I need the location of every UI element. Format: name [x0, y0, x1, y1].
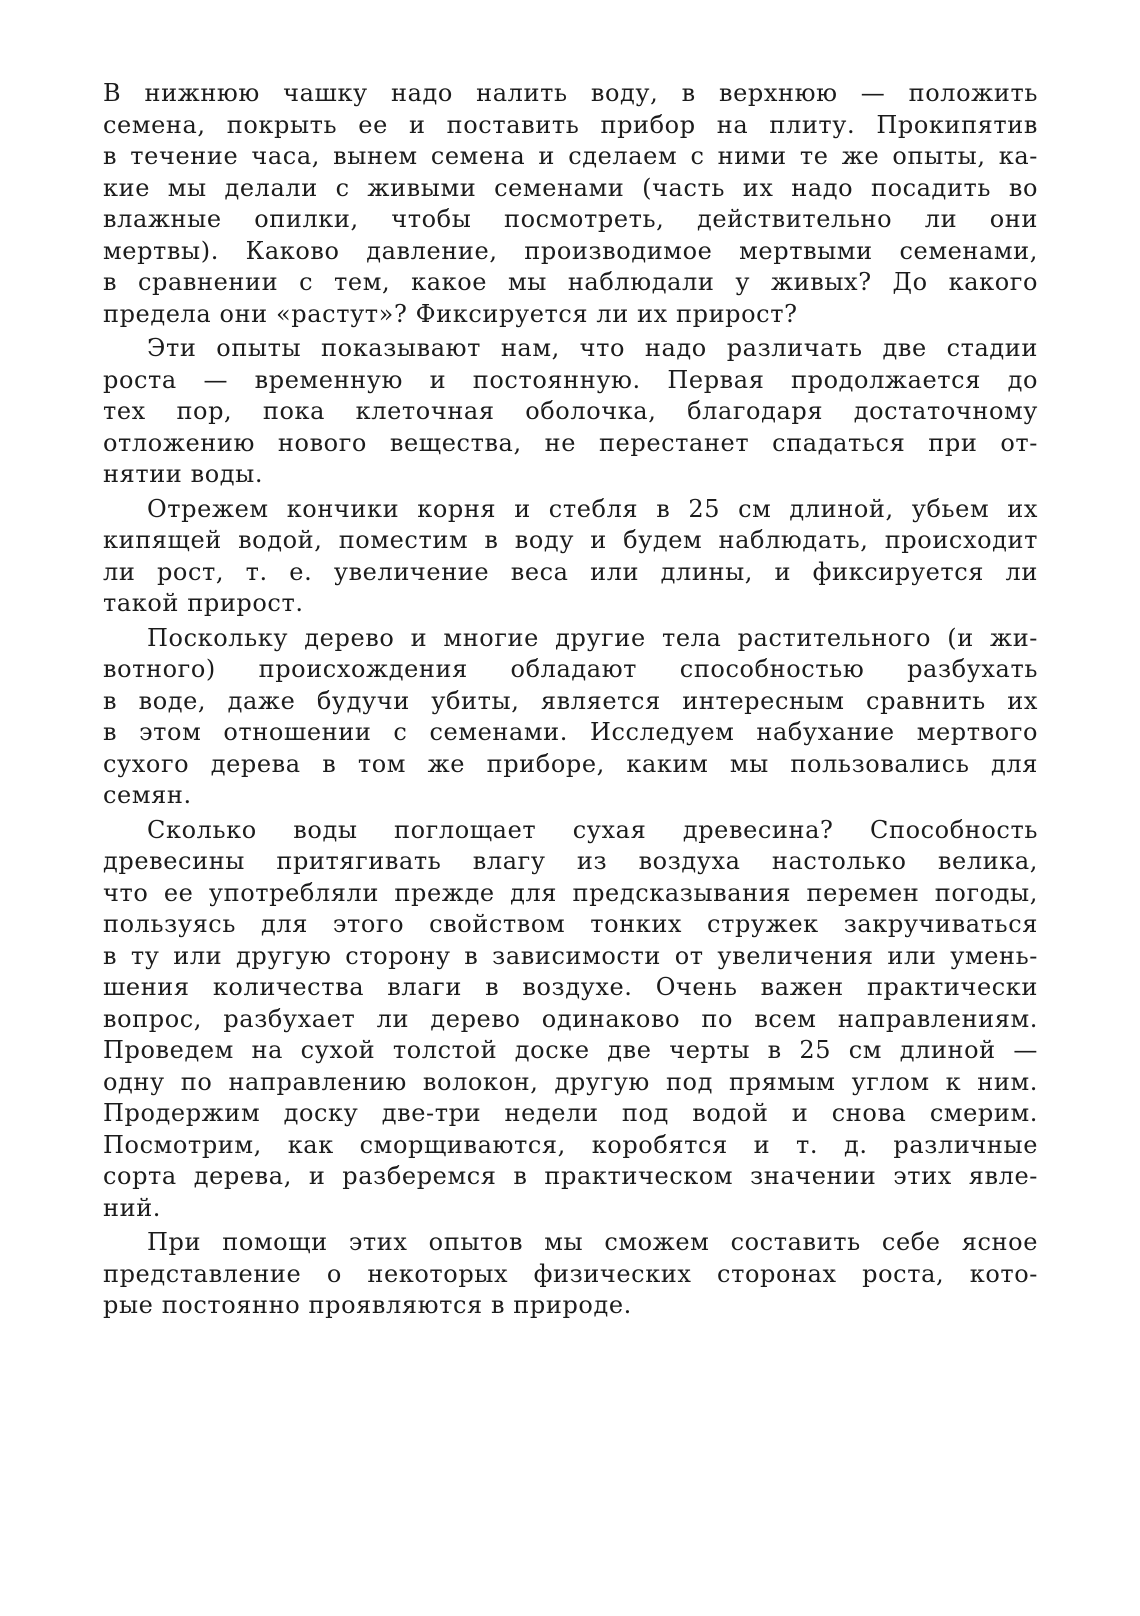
text-line: ний. — [103, 1193, 162, 1222]
text-line: Посмотрим, как сморщиваются, коробятся и т. д. различные — [103, 1130, 1038, 1159]
paragraph — [103, 623, 1038, 812]
text-line: При помощи этих опытов мы сможем составить себе ясное — [147, 1228, 1038, 1256]
text-line: нятии воды. — [103, 460, 264, 488]
text-line: вопрос, разбухает ли дерево одинаково по всем направлениям. — [103, 1004, 1038, 1033]
paragraph — [103, 815, 1038, 1225]
text-line: Отрежем кончики корня и стебля в 25 см длиной, убьем их — [147, 494, 1038, 523]
paragraph — [103, 333, 1038, 491]
text-line: в ту или другую сторону в зависимости от увеличения или умень- — [103, 941, 1038, 970]
text-line: в течение часа, вынем семена и сделаем с ними те же опыты, ка- — [103, 142, 1038, 170]
text-line: древесины притягивать влагу из воздуха настолько велика, — [103, 847, 1038, 875]
text-line: Проведем на сухой толстой доске две черты в 25 см длиной — — [103, 1036, 1038, 1064]
text-line: что ее употребляли прежде для предсказывания перемен погоды, — [103, 878, 1038, 907]
text-line: одну по направлению волокон, другую под прямым углом к ним. — [103, 1067, 1038, 1096]
paragraph — [103, 1227, 1038, 1322]
text-line: роста — временную и постоянную. Первая продолжается до — [103, 365, 1038, 394]
text-line: рые постоянно проявляются в природе. — [103, 1291, 632, 1319]
text-line: Поскольку дерево и многие другие тела растительного (и жи- — [147, 623, 1038, 652]
text-line: сухого дерева в том же приборе, каким мы пользовались для — [103, 749, 1038, 778]
paragraph — [103, 494, 1038, 620]
text-line: предела они «растут»? Фиксируется ли их прирост? — [103, 299, 798, 328]
text-line: отложению нового вещества, не перестанет спадаться при от- — [103, 428, 1038, 457]
text-line: Продержим доску две-три недели под водой и снова смерим. — [103, 1099, 1038, 1127]
text-line: кие мы делали с живыми семенами (часть их надо посадить во — [103, 173, 1038, 202]
text-line: ли рост, т. е. увеличение веса или длины, и фиксируется ли — [103, 557, 1038, 586]
text-line: Сколько воды поглощает сухая древесина? Способность — [147, 815, 1038, 844]
text-line: семян. — [103, 781, 192, 809]
text-line: такой прирост. — [103, 589, 304, 617]
text-line: влажные опилки, чтобы посмотреть, действительно ли они — [103, 205, 1038, 233]
text-line: сорта дерева, и разберемся в практическом значении этих явле- — [103, 1162, 1038, 1190]
text-line: в воде, даже будучи убиты, является интересным сравнить их — [103, 686, 1038, 715]
text-line: представление о некоторых физических сторонах роста, кото- — [103, 1259, 1038, 1288]
text-line: в сравнении с тем, какое мы наблюдали у живых? До какого — [103, 268, 1038, 296]
paragraph — [103, 78, 1038, 330]
text-line: кипящей водой, поместим в воду и будем наблюдать, происходит — [103, 526, 1038, 554]
text-line: В нижнюю чашку надо налить воду, в верхнюю — положить — [103, 79, 1038, 107]
text-line: семена, покрыть ее и поставить прибор на плиту. Прокипятив — [103, 110, 1038, 139]
text-line: пользуясь для этого свойством тонких стружек закручиваться — [103, 910, 1038, 938]
text-line: вотного) происхождения обладают способностью разбухать — [103, 655, 1038, 683]
text-line: мертвы). Каково давление, производимое мертвыми семенами, — [103, 236, 1038, 265]
text-line: в этом отношении с семенами. Исследуем набухание мертвого — [103, 718, 1038, 746]
text-line: шения количества влаги в воздухе. Очень важен практически — [103, 973, 1038, 1001]
page-body — [103, 78, 1038, 1325]
text-line: Эти опыты показывают нам, что надо различать две стадии — [147, 334, 1038, 362]
text-line: тех пор, пока клеточная оболочка, благодаря достаточному — [103, 397, 1038, 425]
